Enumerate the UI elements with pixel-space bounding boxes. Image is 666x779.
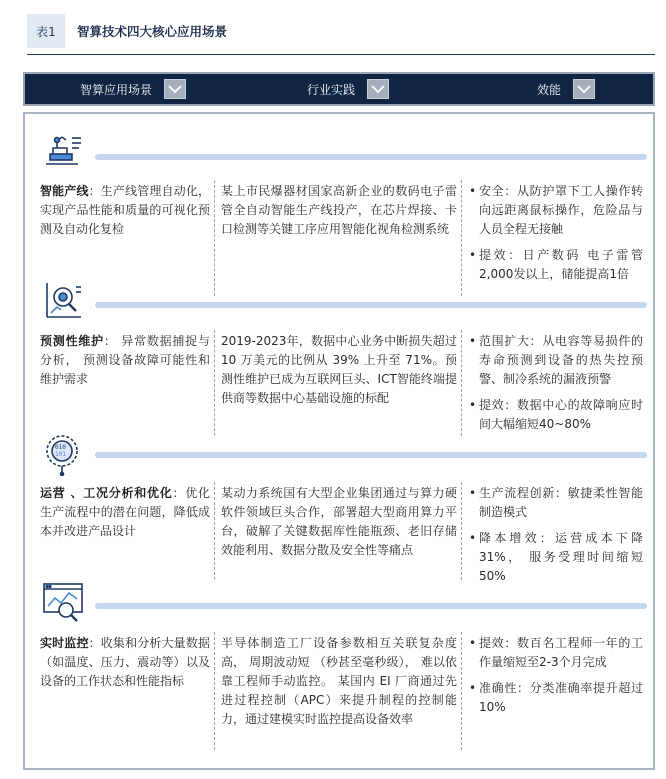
efficiency-item: • 生产流程创新：敏捷柔性智能制造模式 xyxy=(469,484,643,522)
header-col-scenario-label: 智算应用场景 xyxy=(80,82,153,97)
header-col-scenario[interactable] xyxy=(80,74,186,104)
scenario-cell xyxy=(40,634,210,691)
efficiency-item: • 提效：日产数码 电子雷管 2,000发以上，储能提高1倍 xyxy=(469,246,643,284)
efficiency-item: • 范围扩大：从电容等易损件的寿命预测到设备的热失控预警、制冷系统的漏液预警 xyxy=(469,332,643,389)
scenario-name: 智能产线 xyxy=(40,184,89,198)
table-number-badge: 表1 xyxy=(27,14,65,48)
practice-cell: 2019-2023年，数据中心业务中断损失超过 10 万美元的比例从 39% 上升至 71%。预测性维护已成为互联网巨头、ICT智能终端提供商等数据中心基础设施的标配 xyxy=(221,334,457,405)
row-separator xyxy=(95,154,647,160)
scenario-description: ：收集和分析大量数据（如温度、压力、震动等）以及设备的工作状态和性能指标 xyxy=(40,636,210,688)
header-col-practice-label: 行业实践 xyxy=(307,82,356,97)
table-title xyxy=(27,12,655,56)
scenario-cell xyxy=(40,182,210,239)
scenario-description: ：优化生产流程中的潜在问题，降低成本并改进产品设计 xyxy=(40,486,210,538)
column-divider xyxy=(214,180,215,296)
efficiency-cell xyxy=(469,182,643,291)
efficiency-cell xyxy=(469,484,643,593)
row-separator xyxy=(95,302,647,308)
header-col-efficiency[interactable] xyxy=(537,74,595,104)
table-header xyxy=(23,72,655,106)
realtime-monitoring-icon xyxy=(41,580,85,624)
svg-text:101: 101 xyxy=(55,451,66,458)
column-divider xyxy=(461,632,462,750)
chevron-down-icon[interactable] xyxy=(573,79,595,99)
svg-text:010: 010 xyxy=(55,444,66,451)
title-divider xyxy=(27,54,655,55)
practice-cell: 半导体制造工厂设备参数相互关联复杂度高， 周期波动短 （秒甚至毫秒级）， 难以依靠工程师手动监控。 某国内 EI 厂商通过先进过程控制（APC）来提升制程的控制能力，通过建模实时监控提高设备效率 xyxy=(221,636,457,726)
chevron-down-icon[interactable] xyxy=(164,79,186,99)
column-divider xyxy=(214,330,215,436)
scenario-name: 实时监控 xyxy=(40,636,89,650)
column-divider xyxy=(214,482,215,580)
efficiency-item: • 准确性：分类准确率提升超过10% xyxy=(469,679,643,717)
scenario-cell xyxy=(40,332,210,389)
efficiency-item: • 安全：从防护罩下工人操作转向远距离鼠标操作，危险品与人员全程无接触 xyxy=(469,182,643,239)
header-col-efficiency-label: 效能 xyxy=(537,82,562,97)
efficiency-cell xyxy=(469,332,643,441)
scenario-name: 运营 、工况分析和优化 xyxy=(40,486,173,500)
scenario-cell xyxy=(40,484,210,541)
predictive-maintenance-icon xyxy=(41,279,85,323)
practice-cell: 某上市民爆器材国家高新企业的数码电子雷管全自动智能生产线投产，在芯片焊接、卡口检测等关键工序应用智能化视角检测系统 xyxy=(221,184,457,236)
efficiency-item: • 提效：数据中心的故障响应时间大幅缩短40~80% xyxy=(469,396,643,434)
row-separator xyxy=(95,603,647,609)
table-title-text: 智算技术四大核心应用场景 xyxy=(77,24,228,39)
efficiency-item: • 提效：数百名工程师一年的工作量缩短至2-3个月完成 xyxy=(469,634,643,672)
data-analysis-icon xyxy=(41,432,85,476)
column-divider xyxy=(461,330,462,436)
column-divider xyxy=(214,632,215,750)
column-divider xyxy=(461,180,462,296)
column-divider xyxy=(461,482,462,580)
scenario-description: ： 异常数据捕捉与分析， 预测设备故障可能性和维护需求 xyxy=(40,334,210,386)
table-body xyxy=(23,112,655,770)
header-col-practice[interactable] xyxy=(307,74,389,104)
efficiency-cell xyxy=(469,634,643,724)
practice-cell: 某动力系统国有大型企业集团通过与算力硬软件领域巨头合作，部署超大型商用算力平台，破解了关键数据库性能瓶颈、老旧存储效能利用、数据分散及安全性等痛点 xyxy=(221,486,457,557)
chevron-down-icon[interactable] xyxy=(367,79,389,99)
efficiency-item: • 降本增效：运营成本下降31%， 服务受理时间缩短50% xyxy=(469,529,643,586)
row-separator xyxy=(95,452,647,458)
scenario-name: 预测性维护 xyxy=(40,334,104,348)
scenario-description: ：生产线管理自动化，实现产品性能和质量的可视化预测及自动化复检 xyxy=(40,184,210,236)
production-line-icon xyxy=(41,126,85,170)
